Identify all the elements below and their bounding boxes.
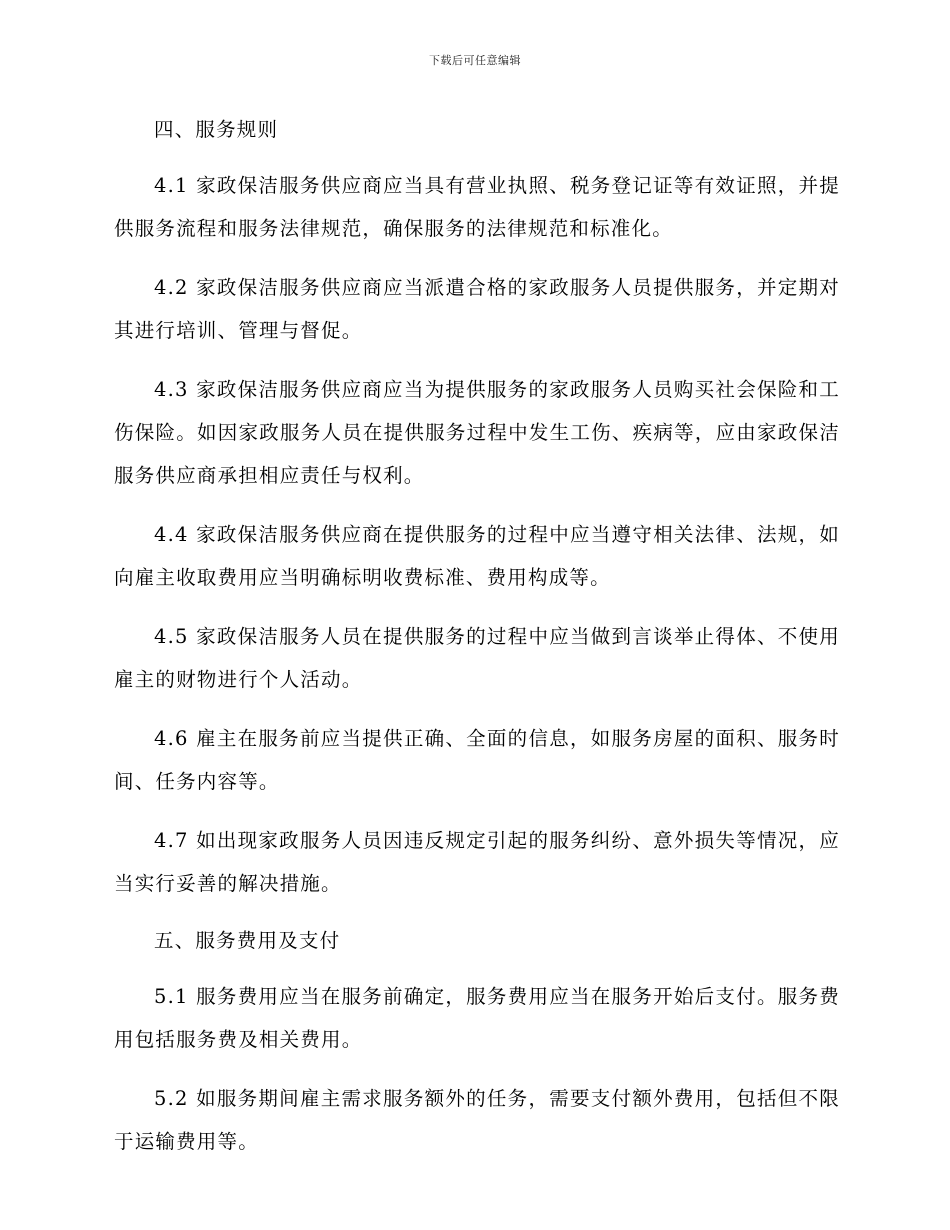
clause-4-4: 4.4 家政保洁服务供应商在提供服务的过程中应当遵守相关法律、法规，如向雇主收取费用应当明确标明收费标准、费用构成等。 xyxy=(114,523,840,589)
page-header-note: 下载后可任意编辑 xyxy=(429,54,521,67)
clause-4-2: 4.2 家政保洁服务供应商应当派遣合格的家政服务人员提供服务，并定期对其进行培训、管理与督促。 xyxy=(114,276,840,342)
section-heading-fees-payment: 五、服务费用及支付 xyxy=(154,929,341,952)
clause-4-5: 4.5 家政保洁服务人员在提供服务的过程中应当做到言谈举止得体、不使用雇主的财物进行个人活动。 xyxy=(114,625,840,691)
clause-4-3: 4.3 家政保洁服务供应商应当为提供服务的家政服务人员购买社会保险和工伤保险。如因家政服务人员在提供服务过程中发生工伤、疾病等，应由家政保洁服务供应商承担相应责任与权利。 xyxy=(114,378,840,487)
clause-5-1: 5.1 服务费用应当在服务前确定，服务费用应当在服务开始后支付。服务费用包括服务费及相关费用。 xyxy=(114,985,840,1051)
clause-4-1: 4.1 家政保洁服务供应商应当具有营业执照、税务登记证等有效证照，并提供服务流程和服务法律规范，确保服务的法律规范和标准化。 xyxy=(114,174,840,240)
clause-4-7: 4.7 如出现家政服务人员因违反规定引起的服务纠纷、意外损失等情况，应当实行妥善的解决措施。 xyxy=(114,829,840,895)
clause-4-6: 4.6 雇主在服务前应当提供正确、全面的信息，如服务房屋的面积、服务时间、任务内容等。 xyxy=(114,727,840,793)
clause-5-2: 5.2 如服务期间雇主需求服务额外的任务，需要支付额外费用，包括但不限于运输费用等。 xyxy=(114,1087,840,1153)
document-body xyxy=(114,110,840,1179)
section-heading-service-rules: 四、服务规则 xyxy=(154,118,279,141)
